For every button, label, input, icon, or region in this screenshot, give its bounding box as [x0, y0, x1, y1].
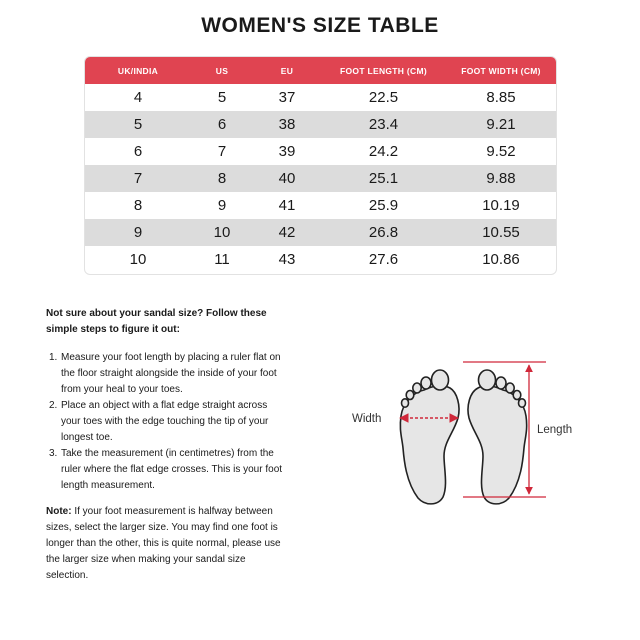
cell-foot-length: 22.5 — [368, 89, 399, 106]
cell-eu: 38 — [278, 116, 296, 133]
cell-foot-width: 9.52 — [486, 143, 516, 160]
step-item — [46, 350, 286, 398]
left-foot-icon — [400, 370, 459, 504]
table-row — [85, 246, 556, 273]
cell-us: 8 — [217, 170, 227, 187]
table-header — [85, 57, 556, 84]
table-row — [85, 165, 556, 192]
cell-eu: 39 — [278, 143, 296, 160]
page-title: WOMEN'S SIZE TABLE — [201, 14, 439, 37]
cell-foot-width: 8.85 — [486, 89, 516, 106]
cell-foot-width: 9.21 — [486, 116, 516, 133]
step-number: 3. — [49, 448, 58, 459]
cell-uk-india: 9 — [133, 224, 143, 241]
cell-us: 5 — [217, 89, 227, 106]
cell-uk-india: 8 — [133, 197, 143, 214]
cell-uk-india: 6 — [133, 143, 143, 160]
size-note — [46, 504, 284, 584]
cell-foot-length: 27.6 — [368, 251, 399, 268]
note-text: If your foot measurement is halfway between sizes, select the larger size. You may find one foot is longer than the other, this is quite normal, please use the larger size when making your sandal size selection. — [46, 506, 281, 581]
cell-foot-width: 10.55 — [482, 224, 520, 241]
table-row — [85, 84, 556, 111]
cell-us: 7 — [217, 143, 227, 160]
cell-foot-width: 10.19 — [482, 197, 520, 214]
header-uk-india: UK/INDIA — [117, 65, 159, 76]
cell-eu: 40 — [278, 170, 296, 187]
step-number: 1. — [49, 352, 58, 363]
step-number: 2. — [49, 400, 58, 411]
cell-uk-india: 4 — [133, 89, 143, 106]
step-item — [46, 446, 286, 494]
measurement-steps — [46, 350, 286, 494]
cell-uk-india: 10 — [129, 251, 147, 268]
right-foot-icon — [468, 370, 527, 504]
size-table — [84, 56, 557, 275]
foot-measurement-diagram — [340, 350, 590, 510]
table-row — [85, 219, 556, 246]
cell-foot-length: 26.8 — [368, 224, 399, 241]
cell-us: 11 — [214, 251, 230, 268]
header-us: US — [215, 65, 229, 76]
width-label: Width — [352, 413, 382, 425]
table-row — [85, 111, 556, 138]
guide-heading: Not sure about your sandal size? Follow these simple steps to figure it out: — [46, 308, 267, 335]
cell-eu: 41 — [278, 197, 296, 214]
step-text: Measure your foot length by placing a ruler flat on the floor straight alongside the inside of your foot from your heal to your toes. — [61, 352, 281, 395]
cell-foot-width: 10.86 — [482, 251, 520, 268]
cell-eu: 42 — [278, 224, 296, 241]
cell-foot-width: 9.88 — [486, 170, 516, 187]
cell-eu: 37 — [278, 89, 296, 106]
note-label: Note: — [46, 506, 72, 517]
table-row — [85, 192, 556, 219]
cell-uk-india: 7 — [133, 170, 143, 187]
cell-us: 6 — [217, 116, 227, 133]
length-label: Length — [537, 424, 573, 436]
header-foot-width: FOOT WIDTH (CM) — [461, 65, 541, 76]
step-text: Place an object with a flat edge straight across your toes with the edge touching the tip of your longest toe. — [61, 400, 269, 443]
cell-uk-india: 5 — [133, 116, 143, 133]
cell-us: 10 — [213, 224, 231, 241]
header-eu: EU — [280, 65, 294, 76]
cell-us: 9 — [217, 197, 227, 214]
cell-foot-length: 25.1 — [368, 170, 399, 187]
header-foot-length: FOOT LENGTH (CM) — [340, 65, 427, 76]
cell-foot-length: 24.2 — [368, 143, 399, 160]
cell-eu: 43 — [278, 251, 296, 268]
table-row — [85, 138, 556, 165]
cell-foot-length: 25.9 — [368, 197, 399, 214]
cell-foot-length: 23.4 — [368, 116, 399, 133]
step-text: Take the measurement (in centimetres) from the ruler where the flat edge crosses. This is your foot length measurement. — [61, 448, 283, 491]
step-item — [46, 398, 286, 446]
